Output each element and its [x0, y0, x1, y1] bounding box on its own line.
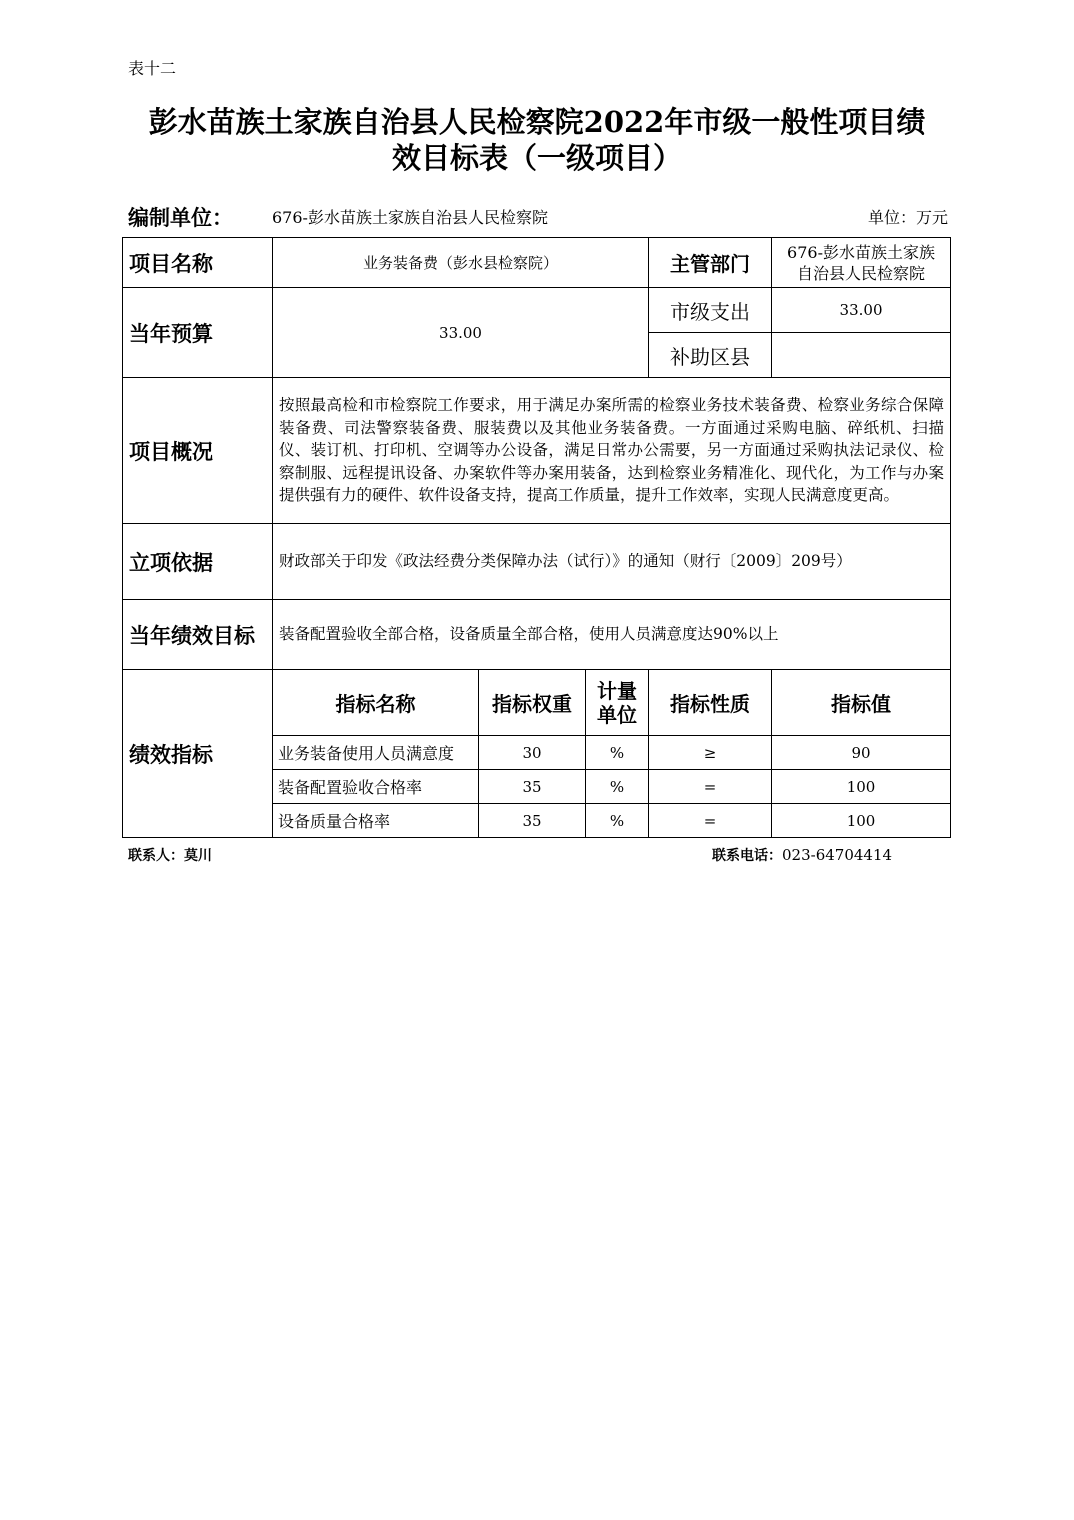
col-measure-unit	[586, 670, 649, 736]
dept-label: 主管部门	[649, 238, 772, 288]
budget-value: 33.00	[273, 288, 649, 378]
project-name-label: 项目名称	[123, 238, 273, 288]
col-indicator-name: 指标名称	[273, 670, 479, 736]
indicator-unit: %	[586, 736, 649, 770]
indicator-name: 设备质量合格率	[273, 804, 479, 838]
subsidy-value	[772, 333, 951, 378]
subsidy-label: 补助区县	[649, 333, 772, 378]
indicator-value: 90	[772, 736, 951, 770]
title-line-2: 效目标表（一级项目）	[391, 141, 682, 175]
budget-label: 当年预算	[123, 288, 273, 378]
indicator-nature: =	[649, 804, 772, 838]
col-measure-unit-text: 计量单位	[597, 678, 638, 727]
title-line-1: 彭水苗族土家族自治县人民检察院2022年市级一般性项目绩	[148, 105, 926, 139]
indicator-name: 业务装备使用人员满意度	[273, 736, 479, 770]
indicator-value: 100	[772, 770, 951, 804]
performance-table	[122, 237, 951, 838]
indicator-weight: 30	[479, 736, 586, 770]
city-expense-value: 33.00	[772, 288, 951, 333]
col-indicator-nature: 指标性质	[649, 670, 772, 736]
overview-label: 项目概况	[123, 378, 273, 524]
contact-person: 联系人：莫川	[128, 848, 212, 864]
compiling-unit-value: 676-彭水苗族土家族自治县人民检察院	[272, 208, 548, 227]
table-row	[123, 288, 951, 333]
money-unit: 单位：万元	[867, 208, 948, 227]
table-row	[123, 600, 951, 670]
goal-value: 装备配置验收全部合格，设备质量全部合格，使用人员满意度达90%以上	[273, 600, 951, 670]
table-row	[123, 378, 951, 524]
form-number: 表十二	[128, 59, 177, 78]
indicators-label: 绩效指标	[123, 670, 273, 838]
contact-phone-label: 联系电话：	[712, 848, 782, 864]
indicator-weight: 35	[479, 804, 586, 838]
table-row	[123, 524, 951, 600]
project-name-value: 业务装备费（彭水县检察院）	[273, 238, 649, 288]
basis-value: 财政部关于印发《政法经费分类保障办法（试行）》的通知（财行〔2009〕209号）	[273, 524, 951, 600]
compiling-unit-label: 编制单位：	[128, 205, 233, 230]
indicator-nature: ≥	[649, 736, 772, 770]
contact-phone-value: 023-64704414	[782, 846, 893, 864]
city-expense-label: 市级支出	[649, 288, 772, 333]
indicator-nature: =	[649, 770, 772, 804]
basis-label: 立项依据	[123, 524, 273, 600]
col-indicator-value: 指标值	[772, 670, 951, 736]
table-row	[123, 670, 951, 736]
indicator-weight: 35	[479, 770, 586, 804]
indicator-unit: %	[586, 770, 649, 804]
page-title	[100, 104, 974, 176]
overview-value: 按照最高检和市检察院工作要求，用于满足办案所需的检察业务技术装备费、检察业务综合保障装备费、司法警察装备费、服装费以及其他业务装备费。一方面通过采购电脑、碎纸机、扫描仪、装订机、打印机、空调等办公设备，满足日常办公需要，另一方面通过采购执法记录仪、检察制服、远程提讯设备、办案软件等办案用装备，达到检察业务精准化、现代化，为工作与办案提供强有力的硬件、软件设备支持，提高工作质量，提升工作效率，实现人民满意度更高。	[273, 378, 951, 524]
indicator-value: 100	[772, 804, 951, 838]
goal-label: 当年绩效目标	[123, 600, 273, 670]
table-row	[123, 238, 951, 288]
indicator-unit: %	[586, 804, 649, 838]
dept-value: 676-彭水苗族土家族自治县人民检察院	[772, 238, 951, 288]
contact-phone	[712, 845, 892, 865]
col-indicator-weight: 指标权重	[479, 670, 586, 736]
indicator-name: 装备配置验收合格率	[273, 770, 479, 804]
